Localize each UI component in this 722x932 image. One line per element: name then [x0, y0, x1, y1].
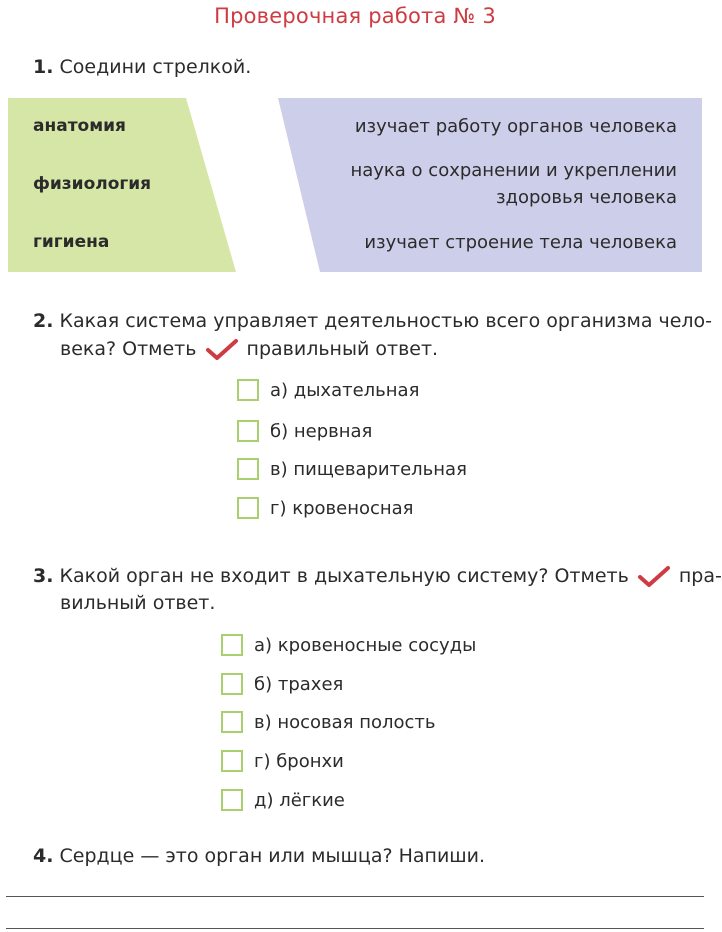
answer-line-1[interactable] [6, 896, 704, 897]
checkmark-icon [205, 338, 239, 362]
checkbox[interactable] [221, 634, 243, 656]
option-label: а) кровеносные сосуды [254, 634, 477, 656]
definition-3-text: изучает строение тела человека [364, 232, 677, 253]
checkbox[interactable] [221, 750, 243, 772]
answer-line-2[interactable] [6, 928, 704, 929]
definition-1[interactable] [355, 113, 677, 140]
q3-option-d[interactable] [221, 750, 344, 772]
q3-option-a[interactable] [221, 634, 476, 656]
definition-2[interactable] [350, 157, 677, 211]
q3-text-line1-after: пра- [678, 565, 722, 587]
q2-option-a[interactable] [237, 379, 419, 401]
term-hygiene[interactable]: гигиена [33, 232, 110, 252]
q2-prompt-line2 [60, 335, 438, 363]
q2-option-c[interactable] [237, 458, 467, 480]
q2-text-line2-before: века? Отметь [60, 338, 197, 360]
checkbox[interactable] [221, 673, 243, 695]
page-title: Проверочная работа № 3 [214, 4, 496, 28]
q3-prompt-line2: вильный ответ. [60, 592, 216, 614]
checkbox[interactable] [237, 420, 259, 442]
q2-text-line1: Какая система управляет деятельностью всего организма чело- [59, 310, 713, 332]
option-label: б) нервная [270, 420, 373, 442]
q2-prompt-line1 [33, 307, 712, 335]
q2-option-d[interactable] [237, 497, 414, 519]
q4-prompt [33, 842, 485, 870]
q2-option-b[interactable] [237, 420, 372, 442]
q1-number: 1. [33, 56, 54, 78]
option-label: г) бронхи [254, 750, 344, 772]
q3-number: 3. [33, 565, 54, 587]
q2-text-line2-after: правильный ответ. [246, 338, 439, 360]
checkbox[interactable] [237, 497, 259, 519]
checkbox[interactable] [221, 789, 243, 811]
q3-option-c[interactable] [221, 711, 436, 733]
checkbox[interactable] [221, 711, 243, 733]
term-physiology[interactable]: физиология [33, 174, 152, 194]
definition-2-line1: наука о сохранении и укреплении [350, 160, 677, 181]
option-label: д) лёгкие [254, 789, 345, 811]
q3-option-e[interactable] [221, 789, 345, 811]
definition-1-text: изучает работу органов человека [354, 116, 677, 137]
option-label: в) пищеварительная [270, 458, 467, 480]
checkmark-icon [637, 565, 671, 589]
q3-option-b[interactable] [221, 673, 343, 695]
definition-3[interactable] [364, 229, 677, 256]
q2-number: 2. [33, 310, 54, 332]
q3-prompt-line1 [33, 562, 722, 590]
q4-text: Сердце — это орган или мышца? Напиши. [59, 845, 486, 867]
option-label: в) носовая полость [254, 711, 436, 733]
option-label: г) кровеносная [270, 497, 414, 519]
option-label: а) дыхательная [270, 379, 420, 401]
term-anatomy[interactable]: анатомия [33, 116, 126, 136]
q3-text-line1-before: Какой орган не входит в дыхательную систему? Отметь [59, 565, 629, 587]
q1-text: Соедини стрелкой. [59, 56, 252, 78]
q4-number: 4. [33, 845, 54, 867]
option-label: б) трахея [254, 673, 344, 695]
checkbox[interactable] [237, 458, 259, 480]
definition-2-line2: здоровья человека [495, 187, 677, 208]
checkbox[interactable] [237, 379, 259, 401]
